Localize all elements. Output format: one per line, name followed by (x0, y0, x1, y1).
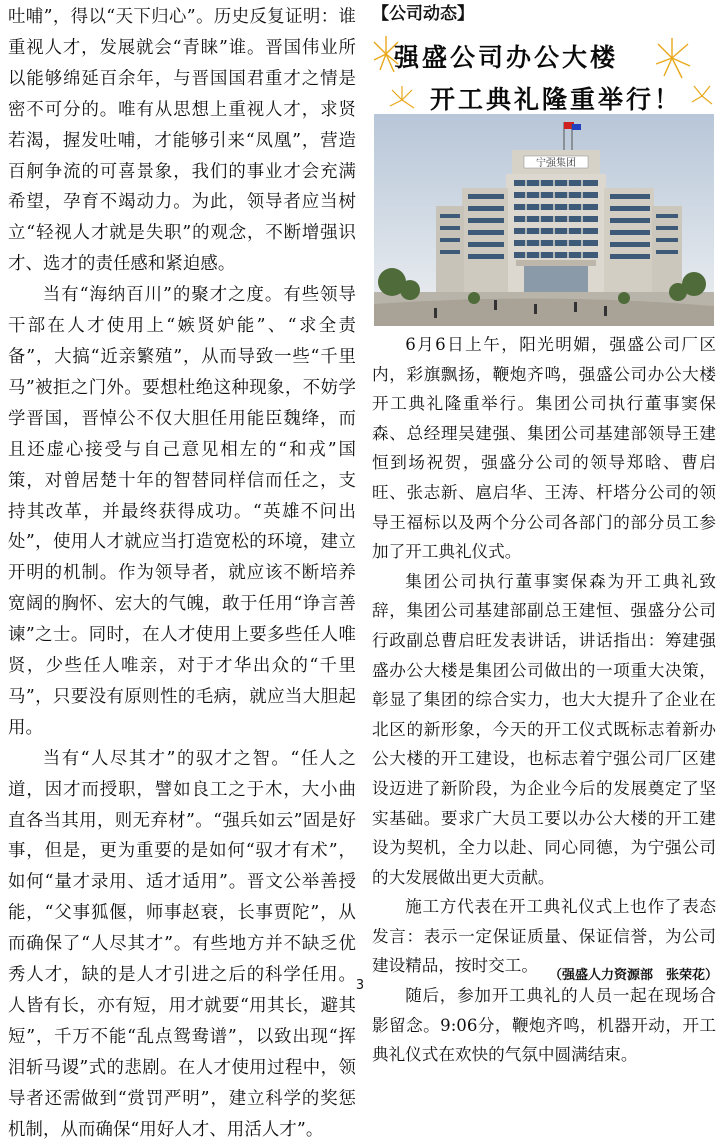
building-sign: 宁强集团 (536, 158, 576, 169)
article-paragraph-1: 6月6日上午，阳光明媚，强盛公司厂区内，彩旗飘扬，鞭炮齐鸣，强盛公司办公大楼开工典礼隆重举行。集团公司执行董事窦保森、总经理吴建强、集团公司基建部领导王建恒到场祝贺，强盛分公司的领导郑晗、曹启旺、张志新、扈启华、王涛、杆塔分公司的领导王福标以及两个分公司各部门的部分员工参加了开工典礼仪式。 (372, 335, 716, 562)
byline: （强盛人力资源部 张荣花） (548, 968, 718, 983)
left-paragraph-3: 当有“人尽其才”的驭才之智。“任人之道，因才而授职，譬如良工之于木，大小曲直各当其用，则无弃材”。“强兵如云”固是好事，但是，更为重要的是如何“驭才有术”，如何“量才录用、适才适用”。晋文公举善授能，“父事狐偃，师事赵衰，长事贾陀”，从而确保了“人尽其才”。有些地方并不缺乏优秀人才，缺的是人才引进之后的科学任用。人皆有长，亦有短，用才就要“用其长，避其短”，千万不能“乱点鸳鸯谱”，以致出现“挥泪斩马谡”式的悲剧。在人才使用过程中，领导者还需做到“赏罚严明”，建立科学的奖惩机制，从而确保“用好人才、用活人才”。 (8, 748, 356, 1140)
headline-line-1: 强盛公司办公大楼 (394, 43, 619, 72)
firework-right-icon (656, 38, 690, 78)
page-number: 3 (355, 978, 365, 993)
article-paragraph-2: 集团公司执行董事窦保森为开工典礼致辞，集团公司基建部副总王建恒、强盛分公司行政副总曹启旺发表讲话，讲话指出：筹建强盛办公大楼是集团公司做出的一项重大决策，彰显了集团的综合实力，也大大提升了企业在北区的新形象，今天的开工仪式既标志着新办公大楼的开工建设，也标志着宁强公司厂区建设迈进了新阶段，为企业今后的发展奠定了坚实基础。要求广大员工要以办公大楼的开工建设为契机，全力以赴、同心同德，为宁强公司的大发展做出更大贡献。 (372, 571, 716, 887)
building-photo (374, 114, 714, 326)
news-article (372, 330, 716, 1070)
article-paragraph-4: 随后，参加开工典礼的人员一起在现场合影留念。9:06分，鞭炮齐鸣，机器开动，开工典礼仪式在欢快的气氛中圆满结束。 (372, 986, 716, 1065)
headline-line-2: 开工典礼隆重举行！ (430, 85, 683, 114)
headline-block (372, 30, 716, 114)
section-tag: 【公司动态】 (372, 4, 474, 24)
left-column (8, 2, 356, 1146)
left-paragraph-1: 吐哺”，得以“天下归心”。历史反复证明：谁重视人才，发展就会“青睐”谁。晋国伟业所以能够绵延百余年，与晋国国君重才之情是密不可分的。唯有从思想上重视人才，求贤若渴，握发吐哺，才能够引来“凤凰”，营造百舸争流的可喜景象，我们的事业才会充满希望，孕育不竭动力。为此，领导者应当树立“轻视人才就是失职”的观念，不断增强识才、选才的责任感和紧迫感。 (8, 7, 356, 275)
left-paragraph-2: 当有“海纳百川”的聚才之度。有些领导干部在人才使用上“嫉贤妒能”、“求全责备”，大搞“近亲繁殖”，从而导致一些“千里马”被拒之门外。要想杜绝这种现象，不妨学学晋国，晋悼公不仅大胆任用能臣魏绛，而且还虚心接受与自己意见相左的“和戎”国策，对曾居楚十年的智替同样信而任之，支持其改革，并最终获得成功。“英雄不问出处”，使用人才就应当打造宽松的环境，建立开明的机制。作为领导者，就应该不断培养宽阔的胸怀、宏大的气魄，敢于任用“诤言善谏”之士。同时，在人才使用上要多些任人唯贤，少些任人唯亲，对于才华出众的“千里马”，只要没有原则性的毛病，就应当大胆起用。 (8, 285, 356, 738)
article-paragraph-3: 施工方代表在开工典礼仪式上也作了表态发言：表示一定保证质量、保证信誉，为公司建设精品，按时交工。 (372, 897, 716, 976)
building-illustration (374, 114, 714, 326)
